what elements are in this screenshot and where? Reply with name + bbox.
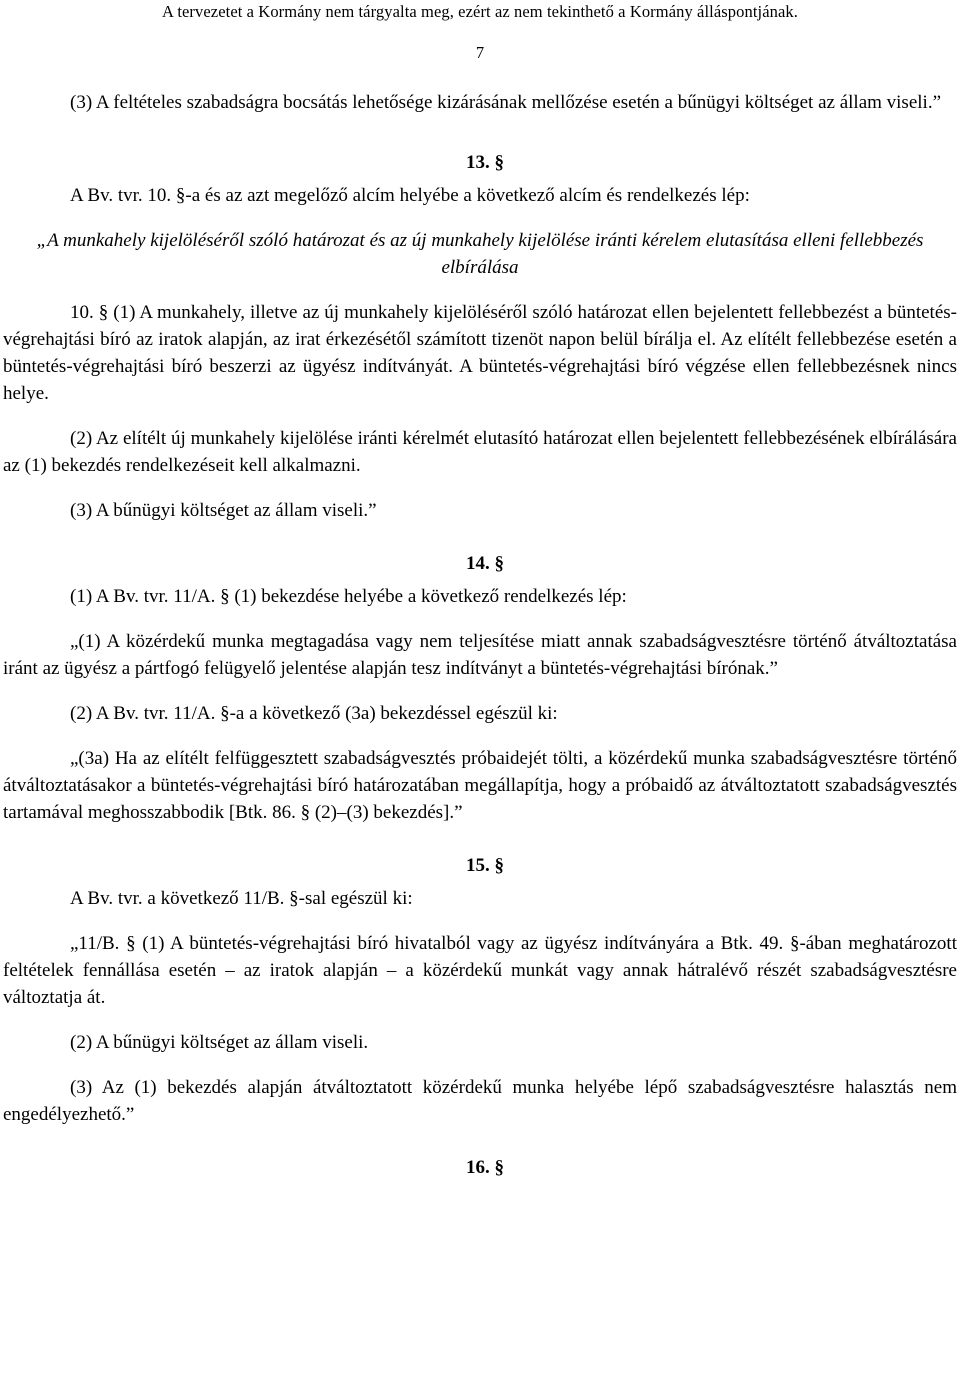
section-13-paragraph-3: (3) A bűnügyi költséget az állam viseli.” [70,500,377,521]
section-13-subtitle: „A munkahely kijelöléséről szóló határozat és az új munkahely kijelölése iránti kérelem elutasítása elleni fellebbezés elbírálása [36,230,924,278]
section-16-heading: 16. § [466,1157,504,1178]
section-13-paragraph-2: (2) Az elítélt új munkahely kijelölése iránti kérelmét elutasító határozat ellen bejelentett fellebbezésének elbírálására az (1) bekezdés rendelkezéseit kell alkalmazni. [3,428,957,476]
section-14-quote-1: „(1) A közérdekű munka megtagadása vagy nem teljesítése miatt annak szabadságvesztésre történő átváltoztatása iránt az ügyész a pártfogó felügyelő jelentése alapján tesz indítványt a büntetés-végrehajtási bírónak.” [3,631,957,679]
section-13-intro: A Bv. tvr. 10. §-a és az azt megelőző alcím helyébe a következő alcím és rendelkezés lép: [70,185,750,206]
section-15-paragraph-3: (3) Az (1) bekezdés alapján átváltoztatott közérdekű munka helyébe lépő szabadságvesztésre halasztás nem engedélyezhető.” [3,1077,957,1125]
section-15-intro: A Bv. tvr. a következő 11/B. §-sal egészül ki: [70,888,413,909]
page-number: 7 [475,43,485,62]
section-15-paragraph-2: (2) A bűnügyi költséget az állam viseli. [70,1032,369,1053]
section-14-quote-2: „(3a) Ha az elítélt felfüggesztett szabadságvesztés próbaidejét tölti, a közérdekű munka szabadságvesztésre történő átváltoztatásakor a büntetés-végrehajtási bíró határozatában megállapítja, hogy a próbaidő az átváltoztatott szabadságvesztés tartamával meghosszabbodik [Btk. 86. § (2)–(3) bekezdés].” [3,748,957,823]
section-15-paragraph-1: „11/B. § (1) A büntetés-végrehajtási bíró hivatalból vagy az ügyész indítványára a Btk. 49. §-ában meghatározott feltételek fennállása esetén – az iratok alapján – a közérdekű munkát vagy annak hátralévő részét szabadságvesztésre változtatja át. [3,933,957,1008]
document-body [3,89,957,1181]
section-13-heading: 13. § [466,152,504,173]
paragraph-feltételes-szabadsag: (3) A feltételes szabadságra bocsátás lehetősége kizárásának mellőzése esetén a bűnügyi költséget az állam viseli.” [70,92,942,113]
section-15-heading: 15. § [466,855,504,876]
section-14-intro-1: (1) A Bv. tvr. 11/A. § (1) bekezdése helyébe a következő rendelkezés lép: [70,586,627,607]
draft-notice-header: A tervezetet a Kormány nem tárgyalta meg, ezért az nem tekinthető a Kormány álláspontjának. [161,2,798,21]
section-14-intro-2: (2) A Bv. tvr. 11/A. §-a a következő (3a) bekezdéssel egészül ki: [70,703,558,724]
section-14-heading: 14. § [466,553,504,574]
section-13-paragraph-1: 10. § (1) A munkahely, illetve az új munkahely kijelöléséről szóló határozat ellen bejelentett fellebbezést a büntetés-végrehajtási bíró az iratok alapján, az irat érkezésétől számított tizenöt napon belül bírálja el. Az elítélt fellebbezése esetén a büntetés-végrehajtási bíró beszerzi az ügyész indítványát. A büntetés-végrehajtási bíró végzése ellen fellebbezésnek nincs helye. [3,302,957,404]
